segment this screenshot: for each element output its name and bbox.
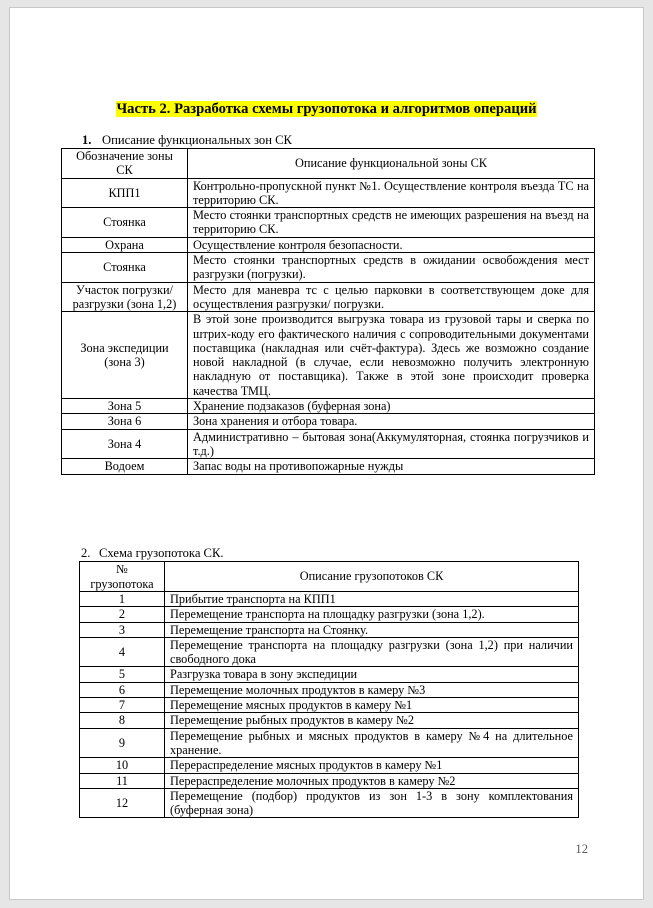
flow-description-cell: Перемещение транспорта на площадку разгрузки (зона 1,2) при наличии свободного дока (165, 637, 579, 667)
table-row (62, 429, 595, 459)
flow-description-cell: Перемещение рыбных и мясных продуктов в камеру №4 на длительное хранение. (165, 728, 579, 758)
zone-description-cell: Место для маневра тс с целью парковки в соответствующем доке для осуществления разгрузки/ погрузки. (188, 282, 595, 312)
zone-name-cell: Стоянка (62, 253, 188, 283)
zone-description-cell: Осуществление контроля безопасности. (188, 237, 595, 252)
table-row (62, 253, 595, 283)
table-row (62, 282, 595, 312)
section-2-number: 2. (81, 546, 91, 560)
cargo-flow-table (79, 561, 579, 818)
zone-description-cell: Хранение подзаказов (буферная зона) (188, 399, 595, 414)
zone-description-cell: Контрольно-пропускной пункт №1. Осуществление контроля въезда ТС на территорию СК. (188, 178, 595, 208)
page-number: 12 (575, 842, 588, 856)
flow-number-cell: 3 (80, 622, 165, 637)
zone-description-cell: Место стоянки транспортных средств не имеющих разрешения на въезд на территорию СК. (188, 208, 595, 238)
table-row (62, 414, 595, 429)
flow-description-cell: Перемещение мясных продуктов в камеру №1 (165, 698, 579, 713)
table-row (80, 622, 579, 637)
zone-description-cell: Запас воды на противопожарные нужды (188, 459, 595, 474)
table-row (80, 592, 579, 607)
flow-number-cell: 2 (80, 607, 165, 622)
zone-name-cell: Стоянка (62, 208, 188, 238)
flow-number-cell: 12 (80, 788, 165, 818)
table-row (62, 208, 595, 238)
table-row (80, 607, 579, 622)
flow-number-cell: 6 (80, 682, 165, 697)
flow-description-cell: Перемещение транспорта на площадку разгрузки (зона 1,2). (165, 607, 579, 622)
zone-description-cell: В этой зоне производится выгрузка товара из грузовой тары и сверка по штрих-коду его фактического наличия с сопроводительными документами поставщика (накладная или счёт-фактура). Здесь же возможно создание новой накладной (в случае, если невозможно получить электронную накладную от поставщика). Также в этой зоне происходит проверка качества ТМЦ. (188, 312, 595, 399)
flow-description-cell: Перемещение рыбных продуктов в камеру №2 (165, 713, 579, 728)
zone-name-cell: Зона 6 (62, 414, 188, 429)
section-2-title: Схема грузопотока СК. (99, 546, 224, 560)
flow-number-cell: 4 (80, 637, 165, 667)
table-row (62, 459, 595, 474)
zone-name-cell: Зона экспедиции (зона 3) (62, 312, 188, 399)
table-row (80, 758, 579, 773)
flow-number-cell: 10 (80, 758, 165, 773)
table-row (80, 682, 579, 697)
table-header-row (62, 149, 595, 179)
section-1-title: Описание функциональных зон СК (102, 133, 292, 147)
table-row (80, 637, 579, 667)
table-header-row (80, 562, 579, 592)
flow-number-cell: 11 (80, 773, 165, 788)
table-row (62, 178, 595, 208)
flow-description-cell: Перераспределение мясных продуктов в камеру №1 (165, 758, 579, 773)
flow-description-cell: Разгрузка товара в зону экспедиции (165, 667, 579, 682)
zone-description-cell: Административно – бытовая зона(Аккумуляторная, стоянка погрузчиков и т.д.) (188, 429, 595, 459)
flow-description-cell: Перемещение (подбор) продуктов из зон 1-3 в зону комплектования (буферная зона) (165, 788, 579, 818)
zone-name-cell: Водоем (62, 459, 188, 474)
flow-description-cell: Перераспределение молочных продуктов в камеру №2 (165, 773, 579, 788)
flow-number-cell: 5 (80, 667, 165, 682)
table-row (62, 399, 595, 414)
zone-name-cell: Зона 4 (62, 429, 188, 459)
zone-description-cell: Место стоянки транспортных средств в ожидании освобождения мест разгрузки (погрузки). (188, 253, 595, 283)
zone-name-cell: Участок погрузки/разгрузки (зона 1,2) (62, 282, 188, 312)
section-1-heading (82, 133, 292, 148)
flow-number-cell: 7 (80, 698, 165, 713)
section-1-number: 1. (82, 133, 92, 147)
column-header-flow-number: № грузопотока (80, 562, 165, 592)
zone-name-cell: Зона 5 (62, 399, 188, 414)
document-page (9, 7, 644, 900)
zone-description-cell: Зона хранения и отбора товара. (188, 414, 595, 429)
column-header-zone: Обозначение зоны СК (62, 149, 188, 179)
flow-number-cell: 9 (80, 728, 165, 758)
table-row (62, 312, 595, 399)
table-row (80, 773, 579, 788)
flow-number-cell: 8 (80, 713, 165, 728)
column-header-flow-description: Описание грузопотоков СК (165, 562, 579, 592)
column-header-description: Описание функциональной зоны СК (188, 149, 595, 179)
functional-zones-table (61, 148, 595, 475)
table-row (80, 713, 579, 728)
zone-name-cell: КПП1 (62, 178, 188, 208)
table-row (80, 728, 579, 758)
flow-description-cell: Перемещение транспорта на Стоянку. (165, 622, 579, 637)
highlighted-title-text: Часть 2. Разработка схемы грузопотока и алгоритмов операций (116, 101, 537, 117)
table-row (80, 667, 579, 682)
flow-description-cell: Перемещение молочных продуктов в камеру №3 (165, 682, 579, 697)
zone-name-cell: Охрана (62, 237, 188, 252)
section-2-heading (81, 546, 224, 561)
flow-number-cell: 1 (80, 592, 165, 607)
table-row (80, 698, 579, 713)
table-row (62, 237, 595, 252)
table-row (80, 788, 579, 818)
flow-description-cell: Прибытие транспорта на КПП1 (165, 592, 579, 607)
page-title (10, 101, 643, 118)
